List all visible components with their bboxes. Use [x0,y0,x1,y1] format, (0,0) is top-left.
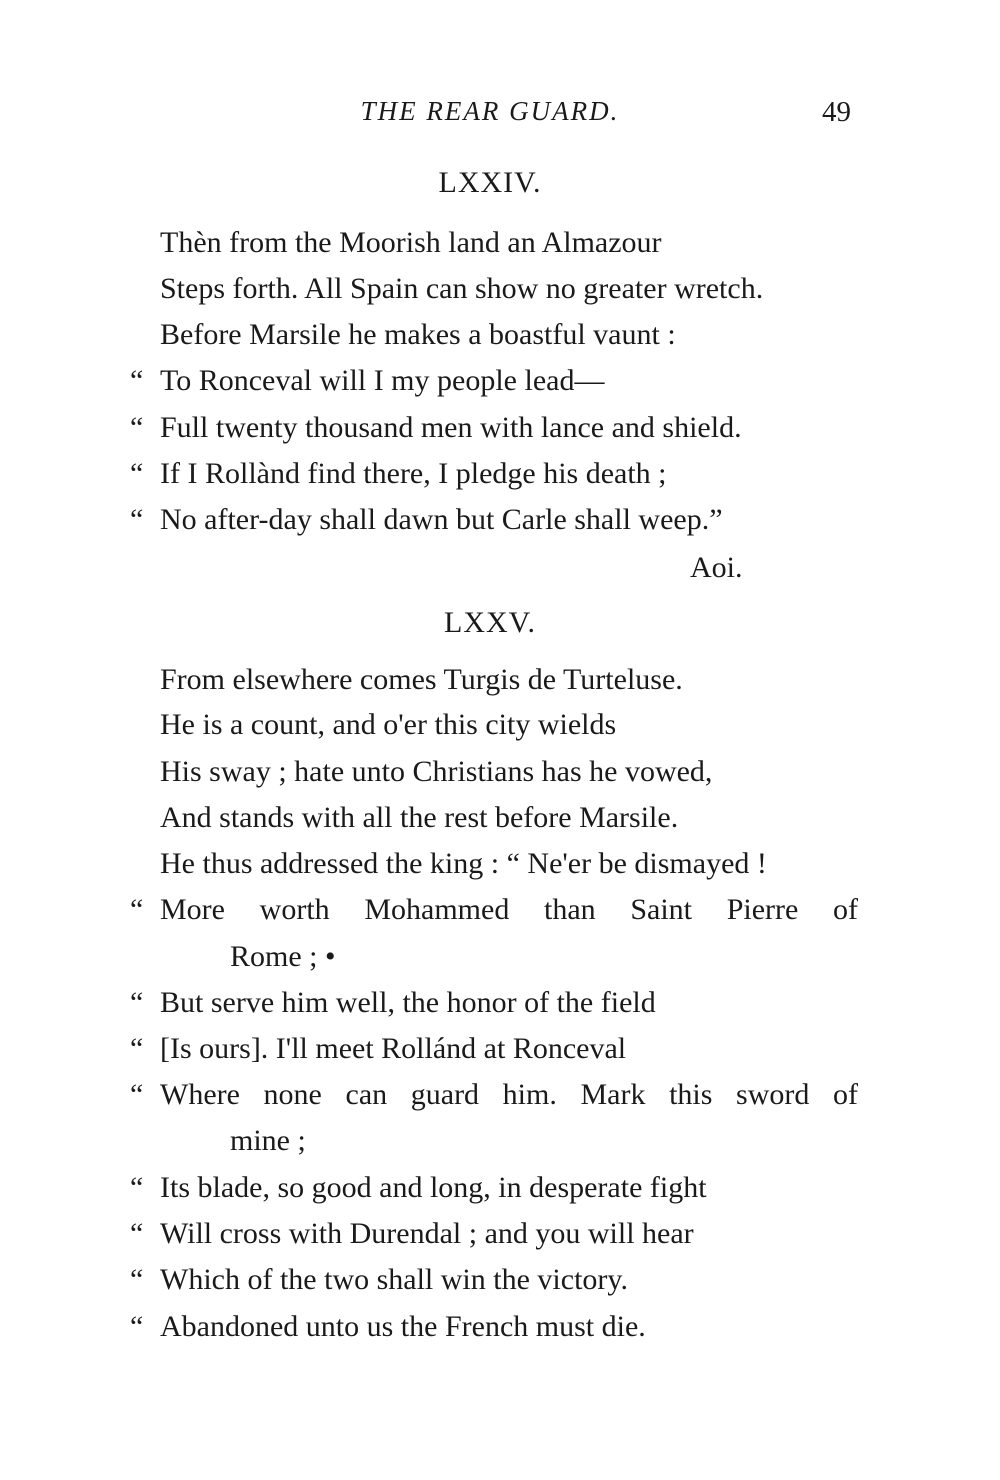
quote-mark: “ [130,1171,144,1204]
verse-text: He thus addressed the king : “ Ne'er be dismayed ! [160,847,767,880]
verse-line [130,1168,858,1208]
verse-line [130,408,858,448]
quote-mark: “ [130,1032,144,1065]
verse-text: Which of the two shall win the victory. [160,1263,628,1296]
quote-mark: “ [130,1217,144,1250]
verse-text: Rome ; • [230,940,336,973]
running-title: THE REAR GUARD. [360,96,620,126]
verse-text: Thèn from the Moorish land an Almazour [160,226,662,259]
quote-mark: “ [130,1310,144,1343]
verse-line [130,223,858,263]
verse-text: No after-day shall dawn but Carle shall weep.” [160,503,723,536]
verse-text: And stands with all the rest before Marsile. [160,801,679,834]
quote-mark: “ [130,1078,144,1111]
verse-line [130,1029,858,1069]
verse-text: Full twenty thousand men with lance and shield. [160,411,742,444]
verse-text: Where none can guard him. Mark this sword of [160,1078,858,1111]
verse-line [130,890,858,930]
verse-text: He is a count, and o'er this city wields [160,708,617,741]
quote-mark: “ [130,986,144,1019]
verse-line [130,361,858,401]
verse-line [130,1307,858,1347]
verse-text: From elsewhere comes Turgis de Turteluse. [160,663,683,696]
verse-text: Its blade, so good and long, in desperate fight [160,1171,707,1204]
quote-mark: “ [130,364,144,397]
verse-line [130,844,858,884]
verse-text: mine ; [230,1124,306,1157]
quote-mark: “ [130,457,144,490]
verse-line [130,1260,858,1300]
verse-text: Before Marsile he makes a boastful vaunt : [160,318,676,351]
verse-line [230,937,336,977]
verse-line [130,752,858,792]
verse-text: [Is ours]. I'll meet Rollánd at Ronceval [160,1032,627,1065]
verse-line [130,1214,858,1254]
verse-line [130,798,858,838]
verse-text: More worth Mohammed than Saint Pierre of [160,893,858,926]
verse-line [130,705,858,745]
page-number: 49 [822,96,851,128]
section-heading: LXXV. [444,606,536,639]
verse-text: Will cross with Durendal ; and you will hear [160,1217,694,1250]
verse-text: His sway ; hate unto Christians has he vowed, [160,755,713,788]
verse-text: If I Rollànd find there, I pledge his death ; [160,457,667,490]
verse-text: Steps forth. All Spain can show no greater wretch. [160,272,764,305]
verse-line [130,983,858,1023]
quote-mark: “ [130,411,144,444]
section-heading: LXXIV. [438,166,542,199]
quote-mark: “ [130,1263,144,1296]
verse-text: Abandoned unto us the French must die. [160,1310,646,1343]
verse-line [130,269,858,309]
verse-text: But serve him well, the honor of the field [160,986,656,1019]
verse-line [130,660,858,700]
verse-line [230,1121,306,1161]
quote-mark: “ [130,503,144,536]
verse-text: To Ronceval will I my people lead— [160,364,605,397]
verse-line [130,315,858,355]
refrain: Aoi. [690,551,743,584]
quote-mark: “ [130,893,144,926]
verse-line [130,1075,858,1115]
verse-line [130,500,858,540]
verse-line [130,454,858,494]
